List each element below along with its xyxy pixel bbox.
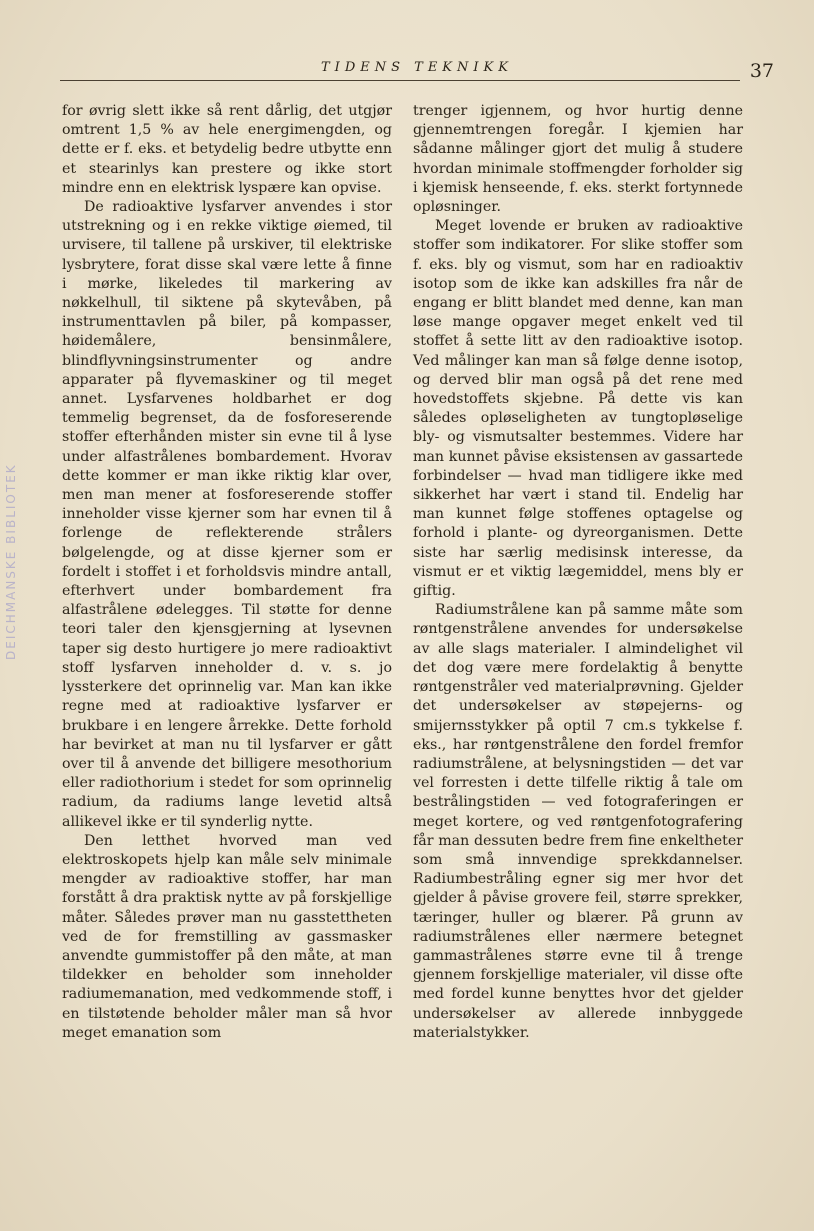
running-header xyxy=(60,58,774,82)
paragraph: Meget lovende er bruken av radioaktive stoffer som indikatorer. For slike stoffer som f. eks. bly og vismut, som har en radioaktiv isotop som de ikke kan adskilles fra når de engang er blitt blandet med denne, kan man løse mange opgaver meget enkelt ved til stoffet å sette litt av den radioaktive isotop. Ved målinger kan man så følge denne isotop, og derved blir man også på det rene med hovedstoffets skjebne. På dette vis kan således opløseligheten av tungtopløselige bly- og vismutsalter bestemmes. Videre har man kunnet påvise eksistensen av gassartede forbindelser — hvad man tidligere ikke med sikkerhet har vært i stand til. Endelig har man kunnet følge stoffenes optagelse og forhold i plante- og dyreorganismen. Dette siste har særlig medisinsk interesse, da vismut er et viktig lægemiddel, mens bly er giftig. xyxy=(413,218,743,600)
header-rule xyxy=(60,80,740,81)
page-number: 37 xyxy=(749,60,774,82)
paragraph: De radioaktive lysfarver anvendes i stor utstrekning og i en rekke viktige øiemed, til urvisere, til tallene på urskiver, til elektriske lysbrytere, forat disse skal være lette å finne i mørke, likeledes til markering av nøkkelhull, til siktene på skytevåben, på instrumenttavlen på biler, på kompasser, høidemålere, bensinmålere, blindflyvningsinstrumenter og andre apparater på flyvemaskiner og til meget annet. Lysfarvenes holdbarhet er dog temmelig begrenset, da de fosforeserende stoffer efterhånden mister sin evne til å lyse under alfastrålenes bombardement. Hvorav dette kommer er man ikke riktig klar over, men man mener at fosforeserende stoffer inneholder visse kjerner som har evnen til å forlenge de reflekterende strålers bølgelengde, og at disse kjerner som er fordelt i stoffet i et forholdsvis mindre antall, efterhvert under bombardement fra alfastrålene ødelegges. Til støtte for denne teori taler den kjensgjerning at lysevnen taper sig desto hurtigere jo mere radioaktivt stoff lysfarven inneholder d. v. s. jo lyssterkere det oprinnelig var. Man kan ikke regne med at radioaktive lysfarver er brukbare i en lengere årrekke. Dette forhold har bevirket at man nu til lysfarver er gått over til å anvende det billigere mesothorium eller radiothorium i stedet for som oprinnelig radium, da radiums lange levetid altså allikevel ikke er til synderlig nytte. xyxy=(62,199,392,830)
library-stamp: DEICHMANSKE BIBLIOTEK xyxy=(4,463,18,660)
paragraph: Den letthet hvorved man ved elektroskopets hjelp kan måle selv minimale mengder av radioaktive stoffer, har man forstått å dra praktisk nytte av på forskjellige måter. Således prøver man nu gasstettheten ved de for fremstilling av gassmasker anvendte gummistoffer på den måte, at man tildekker en beholder som inneholder radiumemanation, med vedkommende stoff, i en tilstøtende beholder måler man så hvor meget emanation som xyxy=(62,832,392,1041)
left-column xyxy=(62,102,392,1043)
paragraph: for øvrig slett ikke så rent dårlig, det utgjør omtrent 1,5 % av hele energimengden, og dette er f. eks. et betydelig bedre utbytte enn et stearinlys kan prestere og ikke stort mindre enn en elektrisk lyspære kan opvise. xyxy=(62,103,392,196)
journal-title: TIDENS TEKNIKK xyxy=(321,60,513,75)
right-column xyxy=(413,102,743,1043)
paragraph: trenger igjennem, og hvor hurtig denne gjennemtrengen foregår. I kjemien har sådanne målinger gjort det mulig å studere hvordan minimale stoffmengder forholder sig i kjemisk henseende, f. eks. sterkt fortynnede opløsninger. xyxy=(413,103,743,216)
paragraph: Radiumstrålene kan på samme måte som røntgenstrålene anvendes for undersøkelse av alle slags materialer. I almindelighet vil det dog være mere fordelaktig å benytte røntgenstråler ved materialprøvning. Gjelder det undersøkelser av støpejerns- og smijernsstykker på optil 7 cm.s tykkelse f. eks., har røntgenstrålene den fordel fremfor radiumstrålene, at belysningstiden — det var vel forresten i dette tilfelle riktig å tale om bestrålingstiden — ved fotograferingen er meget kortere, og ved røntgenfotografering får man dessuten bedre frem fine enkeltheter som små innvendige sprekkdannelser. Radiumbestråling egner sig mer hvor det gjelder å påvise grovere feil, større sprekker, tæringer, huller og blærer. På grunn av radiumstrålenes eller nærmere betegnet gammastrålenes større evne til å trenge gjennem forskjellige materialer, vil disse ofte med fordel kunne benyttes hvor det gjelder undersøkelser av allerede innbyggede materialstykker. xyxy=(413,602,743,1041)
